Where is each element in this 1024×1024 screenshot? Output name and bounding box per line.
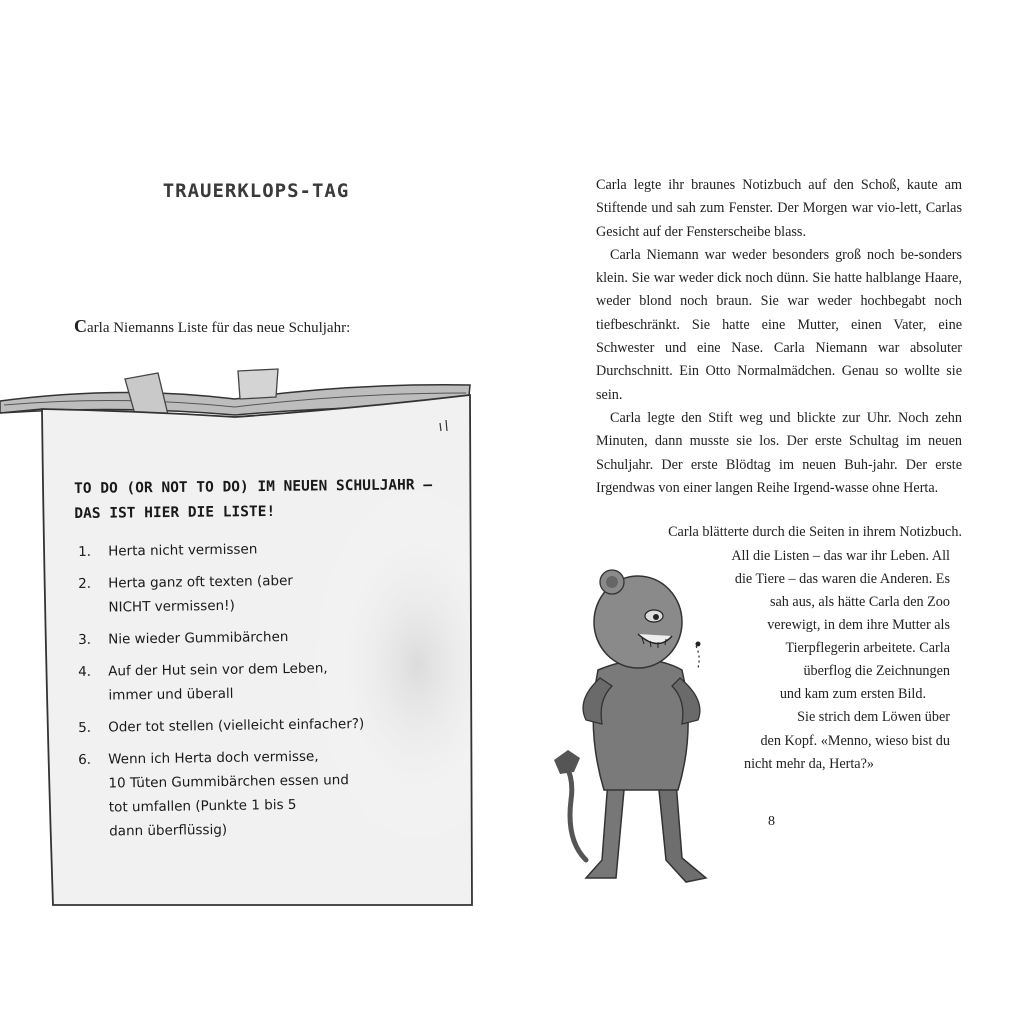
paragraph: Carla legte den Stift weg und blickte zur Uhr. Noch zehn Minuten, dann musste sie los. Der erste Schultag im neuen Schuljahr. Der erste Blödtag im neuen Buh-jahr. Der erste Irgendwas von einer langen Reihe Irgend-wasse ohne Herta. — [596, 409, 962, 496]
wrap-line: Sie strich dem Löwen über — [797, 709, 950, 725]
todo-list — [74, 540, 434, 852]
list-item-text: 10 Tüten Gummibärchen essen und — [108, 772, 349, 792]
wrap-line: den Kopf. «Menno, wieso bist du — [760, 733, 950, 749]
wrap-line: sah aus, als hätte Carla den Zoo — [769, 594, 950, 610]
intro-line — [74, 316, 350, 337]
list-item-number: 3. — [78, 631, 92, 648]
intro-initial: C — [74, 316, 87, 336]
list-item-text: dann überflüssig) — [109, 821, 228, 840]
wrap-line: verewigt, in dem ihre Mutter als — [767, 617, 950, 633]
list-item — [74, 535, 434, 564]
paragraph: Carla Niemann war weder besonders groß noch be-sonders klein. Sie war weder dick noch dünn. Sie hatte halblange Haare, weder blond noch braun. Sie war weder hochbegabt noch tiefbeschränkt. Sie hatte eine Mutter, einen Vater, eine Schwester und eine Nase. Carla Niemann war absoluter Durchschnitt. Ein Otto Normalmädchen. Genau so wollte sie sein. — [596, 246, 962, 403]
list-item-text: NICHT vermissen!) — [108, 597, 235, 616]
body-text — [596, 174, 962, 500]
list-item-text: Herta nicht vermissen — [108, 541, 258, 560]
notebook-heading — [74, 473, 455, 527]
page-number: 8 — [768, 814, 775, 829]
intro-text: arla Niemanns Liste für das neue Schuljahr: — [87, 320, 351, 336]
wrap-line: All die Listen – das war ihr Leben. All — [731, 548, 950, 564]
list-item-text: tot umfallen (Punkte 1 bis 5 — [108, 796, 297, 816]
list-item-text: Auf der Hut sein vor dem Leben, — [108, 660, 328, 680]
chapter-title: TRAUERKLOPS-TAG — [162, 180, 350, 202]
wrap-line: die Tiere – das waren die Anderen. Es — [734, 571, 950, 587]
list-item-text: immer und überall — [108, 685, 234, 704]
list-item — [74, 655, 435, 708]
list-item-text: Nie wieder Gummibärchen — [108, 629, 289, 648]
notebook-heading-line-2: DAS IST HIER DIE LISTE! — [74, 503, 276, 522]
list-item-number: 6. — [78, 751, 92, 768]
list-item-number: 2. — [78, 575, 92, 592]
wrap-line: Carla blätterte durch die Seiten in ihrem Notizbuch. — [668, 524, 962, 540]
wrap-line: Tierpflegerin arbeitete. Carla — [785, 640, 950, 656]
paragraph: Carla legte ihr braunes Notizbuch auf den Schoß, kaute am Stiftende und sah zum Fenster. Der Morgen war vio-lett, Carlas Gesicht auf der Fensterscheibe blass. — [596, 177, 962, 240]
list-item-text: Herta ganz oft texten (aber — [108, 572, 294, 592]
list-item-text: Oder tot stellen (vielleicht einfacher?) — [108, 715, 365, 736]
list-item-number: 1. — [78, 543, 92, 560]
wrap-line: und kam zum ersten Bild. — [779, 686, 926, 702]
list-item-number: 4. — [78, 663, 92, 680]
wrap-line: überflog die Zeichnungen — [803, 663, 950, 679]
lion-illustration — [546, 560, 736, 890]
list-item-text: Wenn ich Herta doch vermisse, — [108, 748, 319, 768]
list-item — [74, 567, 435, 620]
wrap-line: nicht mehr da, Herta?» — [744, 756, 874, 772]
notebook-heading-line-1: TO DO (OR NOT TO DO) IM NEUEN SCHULJAHR – — [74, 477, 433, 497]
list-item — [74, 623, 434, 652]
list-item-number: 5. — [78, 719, 92, 736]
right-page — [512, 0, 1024, 1024]
list-item — [74, 711, 434, 740]
list-item — [74, 743, 435, 844]
